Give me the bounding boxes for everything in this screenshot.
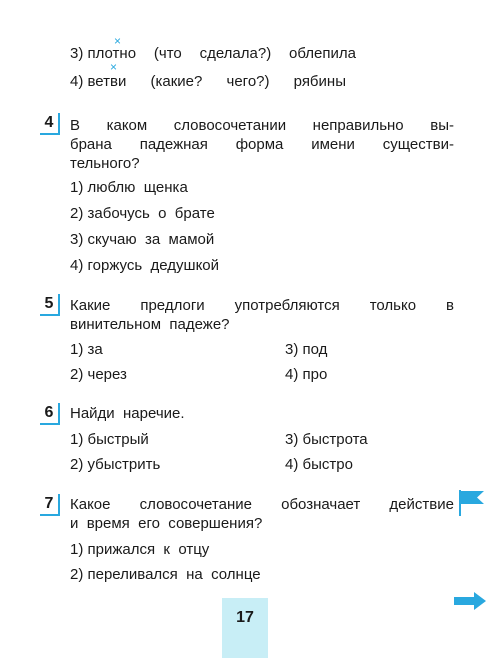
word: облепила — [289, 45, 356, 62]
question-number: 7 — [40, 494, 60, 516]
word: Какое — [70, 496, 111, 513]
question-number: 5 — [40, 294, 60, 316]
word: в — [446, 297, 454, 314]
q7-option-2: 2) переливался на солнце — [70, 566, 261, 583]
q4-text-line: тельного? — [70, 155, 140, 172]
word: В — [70, 117, 81, 134]
q5-option-3: 3) под — [285, 341, 328, 358]
word: брана — [70, 136, 112, 153]
q7-text-line — [70, 496, 454, 514]
q6-option-2: 2) убыстрить — [70, 456, 161, 473]
q6-question: Найди наречие. — [70, 405, 185, 422]
q4-option-2: 2) забочусь о брате — [70, 205, 215, 222]
q4-option-3: 3) скучаю за мамой — [70, 231, 215, 248]
word: только — [369, 297, 417, 314]
word: сделала?) — [199, 45, 272, 62]
arrow-right-icon[interactable] — [452, 590, 488, 612]
word: (какие? — [150, 73, 203, 90]
q3-option-4 — [70, 73, 346, 91]
word: падежная — [139, 136, 208, 153]
word: рябины — [293, 73, 346, 90]
word: (что — [153, 45, 182, 62]
q4-option-4: 4) горжусь дедушкой — [70, 257, 220, 274]
word: форма — [235, 136, 284, 153]
flag-icon — [458, 488, 486, 518]
q5-option-1: 1) за — [70, 341, 103, 358]
word: каком — [106, 117, 148, 134]
cross-mark: × — [114, 34, 122, 48]
q4-text-line — [70, 117, 454, 135]
q5-text-line: винительном падеже? — [70, 316, 230, 333]
page-number: 17 — [222, 598, 268, 658]
word: 3) плотно — [70, 45, 137, 62]
word: вы- — [430, 117, 454, 134]
word: существи- — [382, 136, 454, 153]
word: обозначает — [281, 496, 361, 513]
q6-option-1: 1) быстрый — [70, 431, 149, 448]
word: предлоги — [140, 297, 205, 314]
word: словосочетании — [173, 117, 287, 134]
cross-mark: × — [110, 60, 118, 74]
q6-option-4: 4) быстро — [285, 456, 353, 473]
word: неправильно — [312, 117, 404, 134]
word: словосочетание — [139, 496, 252, 513]
q5-option-4: 4) про — [285, 366, 328, 383]
word: чего?) — [226, 73, 270, 90]
word: 4) ветви — [70, 73, 127, 90]
question-number: 6 — [40, 403, 60, 425]
q4-text-line — [70, 136, 454, 154]
q5-text-line — [70, 297, 454, 315]
word: действие — [389, 496, 454, 513]
word: имени — [311, 136, 355, 153]
word: Какие — [70, 297, 111, 314]
q5-option-2: 2) через — [70, 366, 127, 383]
q4-option-1: 1) люблю щенка — [70, 179, 188, 196]
question-number: 4 — [40, 113, 60, 135]
q7-option-1: 1) прижался к отцу — [70, 541, 210, 558]
word: употребляются — [234, 297, 340, 314]
q7-text-line: и время его совершения? — [70, 515, 263, 532]
q6-option-3: 3) быстрота — [285, 431, 368, 448]
